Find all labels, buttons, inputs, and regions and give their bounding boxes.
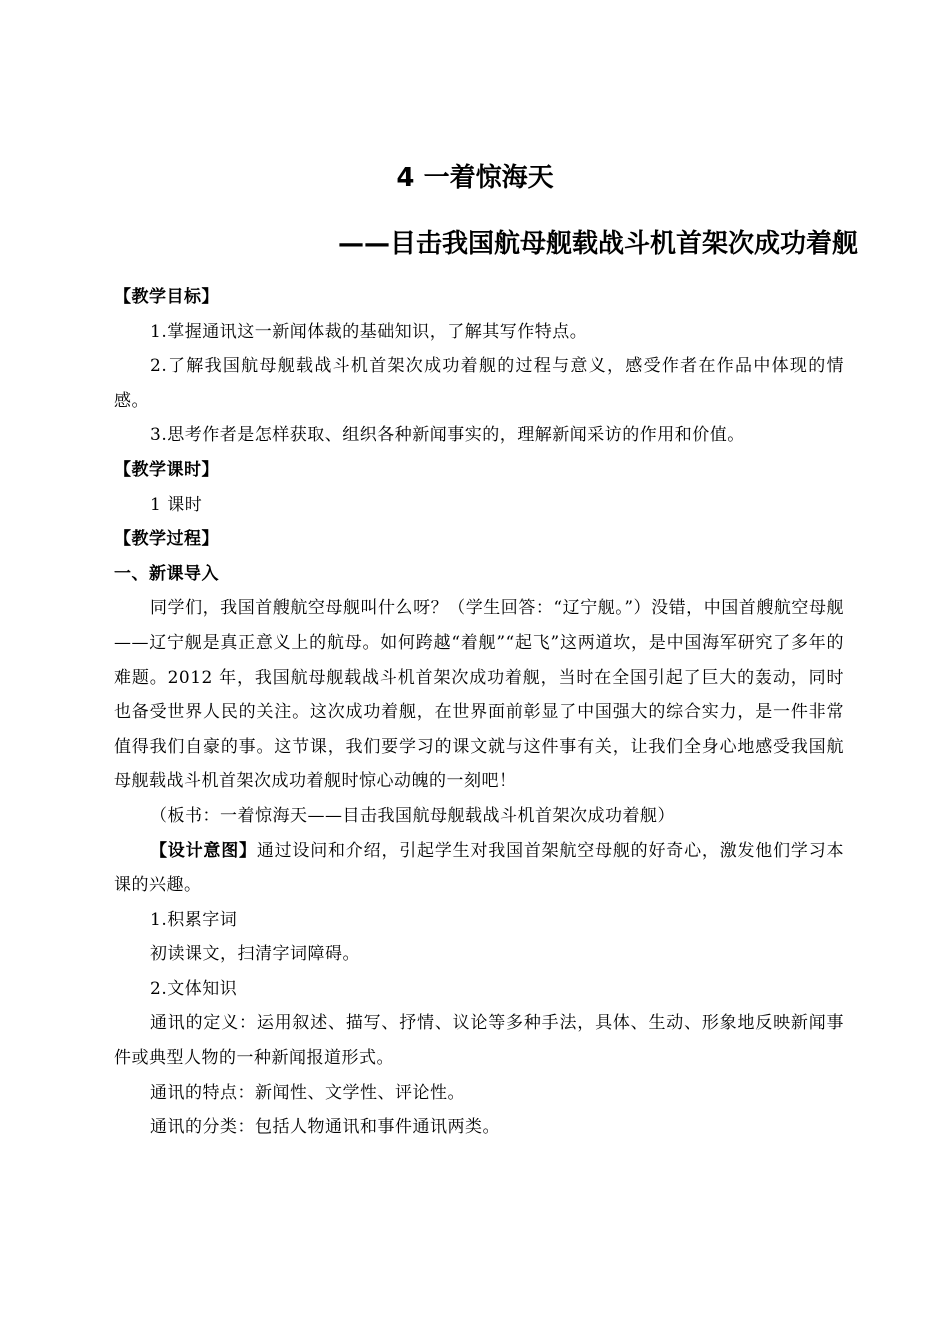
hours-text: 1 课时 xyxy=(150,494,203,515)
goal-item-1: 1.掌握通讯这一新闻体裁的基础知识，了解其写作特点。 xyxy=(150,321,588,342)
page-subtitle: ——目击我国航母舰载战斗机首架次成功着舰 xyxy=(337,229,858,259)
goal-item-3: 3.思考作者是怎样获取、组织各种新闻事实的，理解新闻采访的作用和价值。 xyxy=(150,425,745,446)
design-intent-text: 通过设问和介绍，引起学生对我国首架航空母舰的好奇心，激发他们学习本课的兴趣。 xyxy=(114,840,845,896)
design-intent-tag: 【设计意图】 xyxy=(150,840,257,861)
subheading-genre: 2.文体知识 xyxy=(150,978,238,999)
document-body xyxy=(114,280,844,1145)
genre-types: 通讯的分类：包括人物通讯和事件通讯两类。 xyxy=(150,1117,500,1138)
design-intent-paragraph xyxy=(114,834,844,903)
section-heading-process: 【教学过程】 xyxy=(114,529,219,550)
vocabulary-text: 初读课文，扫清字词障碍。 xyxy=(150,944,360,965)
section-heading-hours: 【教学课时】 xyxy=(114,459,219,480)
page-title: 4 一着惊海天 xyxy=(396,163,554,193)
genre-features: 通讯的特点：新闻性、文学性、评论性。 xyxy=(150,1082,465,1103)
part-heading-intro: 一、新课导入 xyxy=(114,563,219,584)
section-heading-goals: 【教学目标】 xyxy=(114,287,219,307)
genre-definition: 通讯的定义：运用叙述、描写、抒情、议论等多种手法，具体、生动、形象地反映新闻事件或典型人物的一种新闻报道形式。 xyxy=(114,1013,844,1069)
board-note: （板书：一着惊海天——目击我国航母舰载战斗机首架次成功着舰） xyxy=(150,805,675,826)
subheading-vocabulary: 1.积累字词 xyxy=(150,909,238,930)
goal-item-2: 2.了解我国航母舰载战斗机首架次成功着舰的过程与意义，感受作者在作品中体现的情感。 xyxy=(114,356,844,411)
intro-paragraph: 同学们，我国首艘航空母舰叫什么呀？（学生回答：“辽宁舰。”）没错，中国首艘航空母舰——辽宁舰是真正意义上的航母。如何跨越“着舰”“起飞”这两道坎，是中国海军研究了多年的难题。2012 年，我国航母舰载战斗机首架次成功着舰，当时在全国引起了巨大的轰动，同时也备受世界人民的关注。这次成功着舰，在世界面前彰显了中国强大的综合实力，是一件非常值得我们自豪的事。这节课，我们要学习的课文就与这件事有关，让我们全身心地感受我国航母舰载战斗机首架次成功着舰时惊心动魄的一刻吧！ xyxy=(114,598,844,792)
